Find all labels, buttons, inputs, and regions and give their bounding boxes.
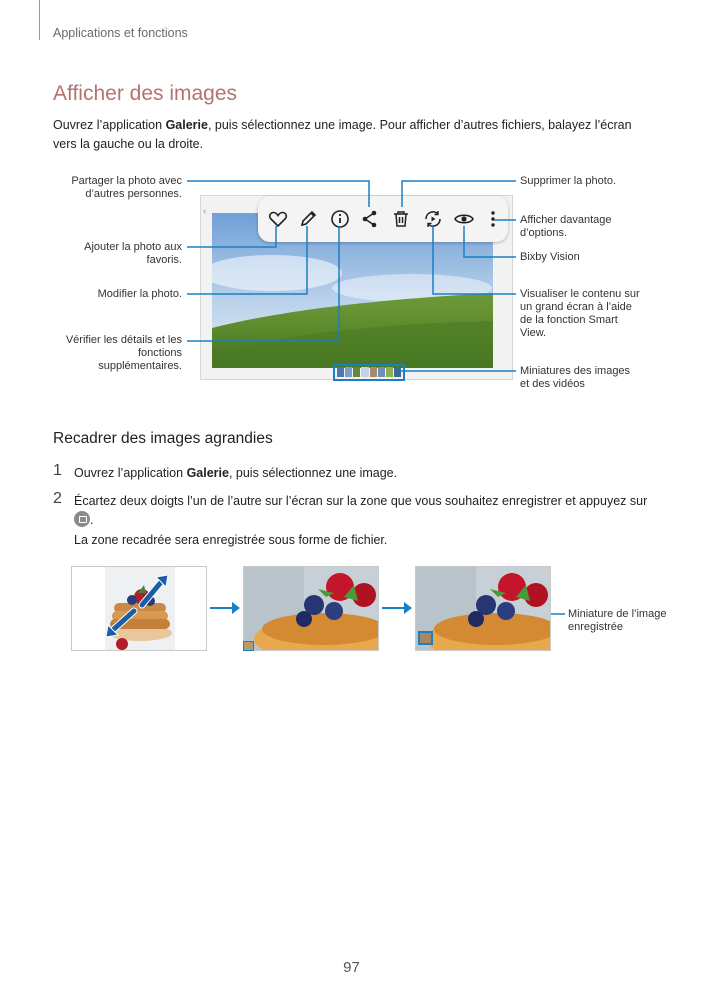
step-2-number: 2: [53, 490, 62, 507]
page-number: 97: [343, 959, 360, 976]
step-1-number: 1: [53, 462, 62, 479]
crop-save-icon[interactable]: [74, 511, 90, 527]
callout-bixby: Bixby Vision: [520, 251, 580, 263]
intro-text-before: Ouvrez l’application: [53, 118, 166, 132]
arrow-right-icon-2: [380, 600, 414, 616]
step-1-after: , puis sélectionnez une image.: [228, 466, 398, 480]
step-1-app-name: Galerie: [186, 466, 229, 480]
callout-delete: Supprimer la photo.: [520, 175, 616, 187]
saved-photo-frame: [415, 566, 551, 651]
arrow-right-icon: [208, 600, 242, 616]
step-2-instruction: Écartez deux doigts l’un de l’autre sur l’écran sur la zone que vous souhaitez enregistrer et appuyez sur: [74, 494, 648, 508]
step-2-end: .: [90, 513, 94, 527]
callout-smartview: Visualiser le contenu sur un grand écran à l’aide de la fonction Smart View.: [520, 288, 640, 339]
section-subtitle: Recadrer des images agrandies: [53, 430, 273, 447]
pinch-zoom-frame: [71, 566, 207, 651]
intro-app-name: Galerie: [165, 118, 208, 132]
step-1-before: Ouvrez l’application: [74, 466, 187, 480]
section-header: Applications et fonctions: [53, 26, 188, 40]
zoomed-photo-frame: [243, 566, 379, 651]
callout-share: Partager la photo avec d’autres personnes.: [71, 175, 182, 200]
back-arrow-icon: ‹: [203, 206, 207, 217]
page-title: Afficher des images: [53, 82, 238, 105]
step-2-text: [74, 492, 664, 530]
callout-more: Afficher davantage d’options.: [520, 214, 612, 239]
crop-marker: [243, 641, 254, 651]
step-1-text: [74, 464, 664, 483]
callout-saved-thumbnail: Miniature de l’image enregistrée: [568, 608, 667, 633]
saved-thumbnail[interactable]: [418, 631, 433, 645]
callout-edit: Modifier la photo.: [97, 288, 182, 300]
callout-thumbnails: Miniatures des images et des vidéos: [520, 365, 631, 390]
crop-note: La zone recadrée sera enregistrée sous forme de fichier.: [74, 533, 388, 547]
callout-favorite: Ajouter la photo aux favoris.: [84, 241, 182, 266]
callout-details: Vérifier les détails et les fonctions supplémentaires.: [65, 334, 182, 372]
intro-text-after: , puis sélectionnez une image. Pour afficher d’autres fichiers, balayez l’écran vers la gauche ou la droite.: [53, 118, 632, 151]
